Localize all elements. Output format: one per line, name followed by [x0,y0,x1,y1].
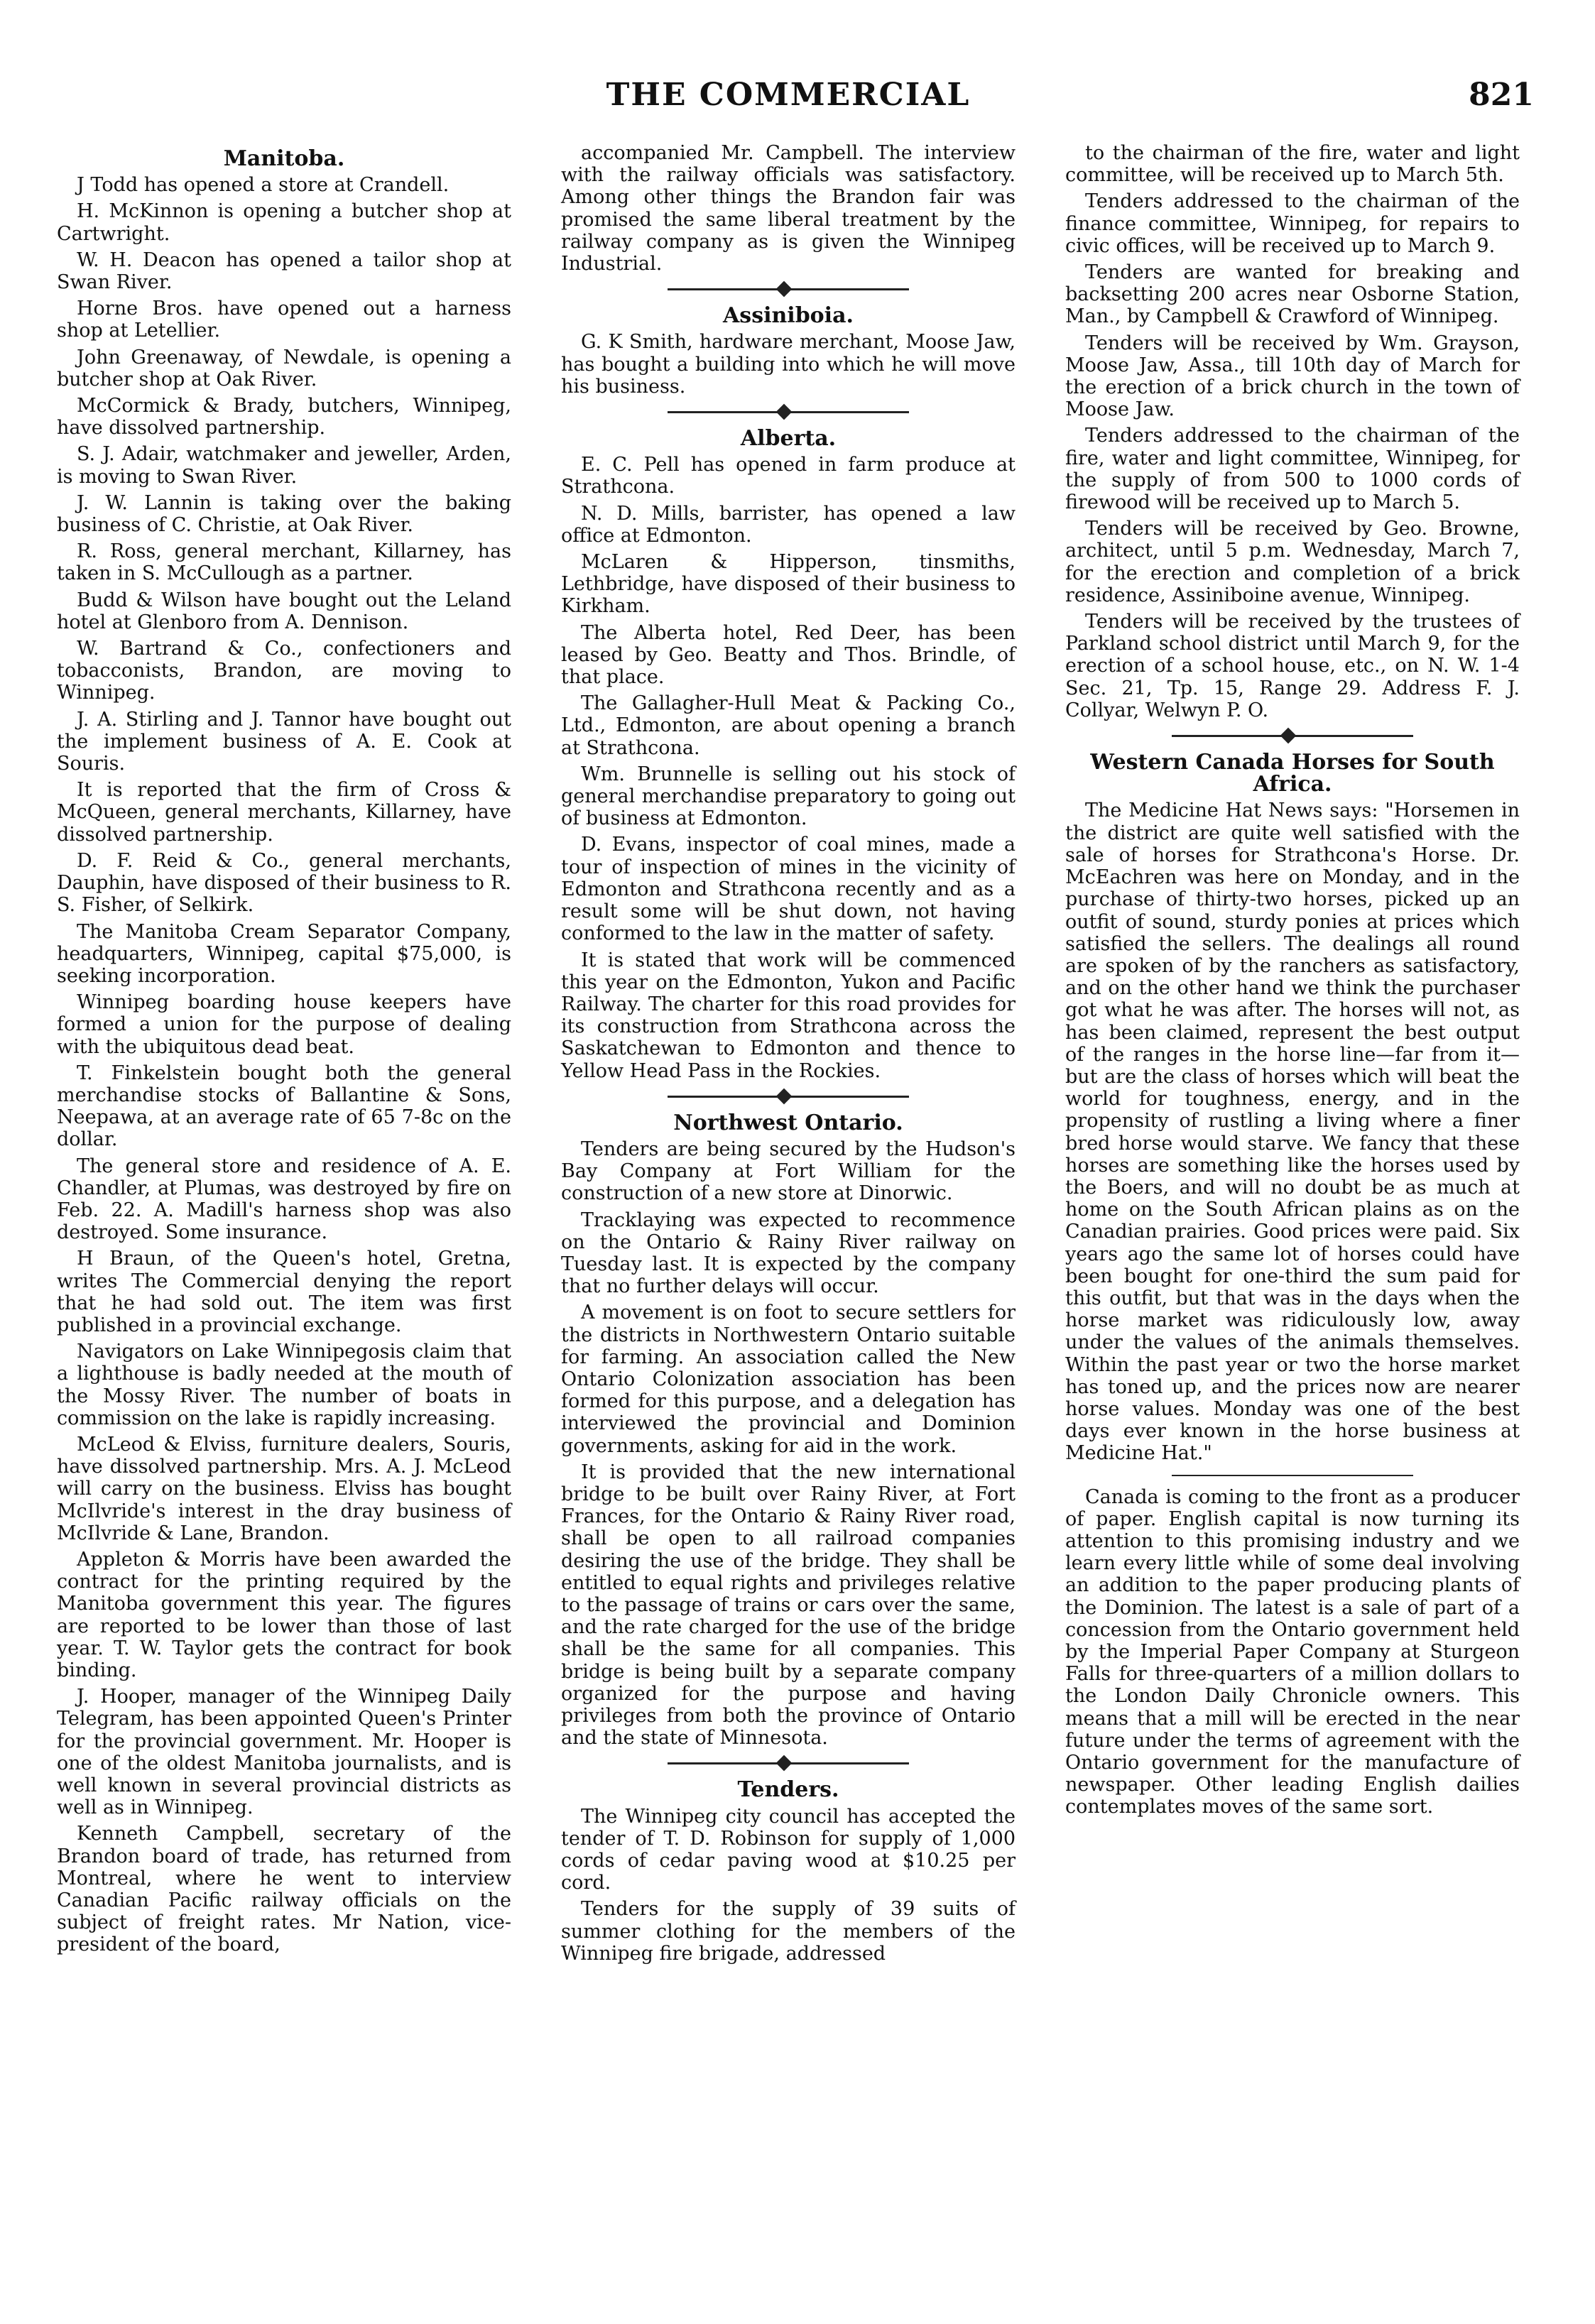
page-number: 821 [1469,77,1534,113]
news-item: Winnipeg boarding house keepers have formed a union for the purpose of dealing with the ubiquitous dead beat. [57,991,511,1058]
news-item: Tenders addressed to the chairman of the finance committee, Winnipeg, for repairs to civic offices, will be received up to March 9. [1065,190,1520,257]
news-item: D. F. Reid & Co., general merchants, Dauphin, have disposed of their business to R. S. Fisher, of Selkirk. [57,849,511,917]
news-item: Tenders addressed to the chairman of the fire, water and light committee, Winnipeg, for the supply of from 500 to 1000 cords of firewood will be received up to March 5. [1065,425,1520,514]
section-separator [1065,726,1520,746]
news-item: The Alberta hotel, Red Deer, has been leased by Geo. Beatty and Thos. Brindle, of that place. [561,621,1016,689]
section-separator [561,402,1016,422]
section-separator [561,1086,1016,1106]
section-rule [1172,1475,1413,1476]
news-item: D. Evans, inspector of coal mines, made a tour of inspection of mines in the vicinity of Edmonton and Strathcona recently and as a result some will be shut down, not having conformed to the law in the matter of safety. [561,834,1016,945]
section-separator [561,1753,1016,1773]
news-item: The general store and residence of A. E. Chandler, at Plumas, was destroyed by fire on Feb. 22. A. Madill's harness shop was also destroyed. Some insurance. [57,1155,511,1244]
news-item: R. Ross, general merchant, Killarney, has taken in S. McCullough as a partner. [57,540,511,585]
news-item: Tenders will be received by Geo. Browne, architect, until 5 p.m. Wednesday, March 7, for the erection and completion of a brick residence, Assiniboine avenue, Winnipeg. [1065,518,1520,606]
news-item: A movement is on foot to secure settlers for the districts in Northwestern Ontario suitable for farming. An association called the New Ontario Colonization association has been formed for this purpose, and a delegation has interviewed the provincial and Dominion governments, asking for aid in the work. [561,1302,1016,1457]
section-separator [561,279,1016,299]
news-item: Wm. Brunnelle is selling out his stock of general merchandise preparatory to going out of business at Edmonton. [561,763,1016,830]
news-item: McLeod & Elviss, furniture dealers, Souris, have dissolved partnership. Mrs. A. J. McLeod will carry on the business. Elviss has bought McIlvride's interest in the dray business of McIlvride & Lane, Brandon. [57,1433,511,1544]
news-item: H. McKinnon is opening a butcher shop at Cartwright. [57,200,511,245]
news-item: J. A. Stirling and J. Tannor have bought out the implement business of A. E. Cook at Souris. [57,708,511,775]
news-item: N. D. Mills, barrister, has opened a law office at Edmonton. [561,502,1016,547]
news-item: W. H. Deacon has opened a tailor shop at Swan River. [57,249,511,294]
news-item: The Manitoba Cream Separator Company, headquarters, Winnipeg, capital $75,000, is seeking incorporation. [57,920,511,987]
news-item: Tenders will be received by the trustees of Parkland school district until March 9, for the erection of a school house, etc., on N. W. 1-4 Sec. 21, Tp. 15, Range 29. Address F. J. Collyar, Welwyn P. O. [1065,611,1520,721]
news-item: J. W. Lannin is taking over the baking business of C. Christie, at Oak River. [57,491,511,537]
section-heading: Manitoba. [223,146,345,171]
publication-title: THE COMMERCIAL [606,77,971,113]
news-item: H Braun, of the Queen's hotel, Gretna, writes The Commercial denying the report that he had sold out. The item was first published in a provincial exchange. [57,1248,511,1336]
news-item: John Greenaway, of Newdale, is opening a butcher shop at Oak River. [57,346,511,391]
news-item: McLaren & Hipperson, tinsmiths, Lethbridge, have disposed of their business to Kirkham. [561,551,1016,618]
news-item: Appleton & Morris have been awarded the contract for the printing required by the Manitoba government this year. The figures are reported to be lower than those of last year. T. W. Taylor gets the contract for book binding. [57,1548,511,1681]
news-item: E. C. Pell has opened in farm produce at Strathcona. [561,454,1016,498]
section-heading: Assiniboia. [723,303,854,329]
news-item: The Gallagher-Hull Meat & Packing Co., Ltd., Edmonton, are about opening a branch at Strathcona. [561,692,1016,759]
news-item: Tracklaying was expected to recommence on the Ontario & Rainy River railway on Tuesday last. It is expected by the company that no further delays will occur. [561,1209,1016,1298]
section-heading: Alberta. [740,426,837,452]
news-item: J Todd has opened a store at Crandell. [77,174,450,197]
news-item: The Winnipeg city council has accepted the tender of T. D. Robinson for supply of 1,000 cords of cedar paving wood at $10.25 per cord. [561,1805,1016,1894]
news-item: Tenders are wanted for breaking and backsetting 200 acres near Osborne Station, Man., by Campbell & Crawford of Winnipeg. [1065,261,1520,328]
news-item: It is provided that the new international bridge to be built over Rainy River, at Fort Frances, for the Ontario & Rainy River road, shall be open to all railroad companies desiring the use of the bridge. They shall be entitled to equal rights and privileges relative to the passage of trains or cars over the same, and the rate charged for the use of the bridge shall be the same for all companies. This bridge is being built by a separate company organized for the purpose and having privileges from both the province of Ontario and the state of Minnesota. [561,1461,1016,1750]
column-3 [1065,142,1520,1823]
news-item: McCormick & Brady, butchers, Winnipeg, have dissolved partnership. [57,395,511,440]
news-item: Budd & Wilson have bought out the Leland hotel at Glenboro from A. Dennison. [57,589,511,633]
news-item: Navigators on Lake Winnipegosis claim that a lighthouse is badly needed at the mouth of the Mossy River. The number of boats in commission on the lake is rapidly increasing. [57,1341,511,1429]
news-item: J. Hooper, manager of the Winnipeg Daily Telegram, has been appointed Queen's Printer for the provincial government. Mr. Hooper is one of the oldest Manitoba journalists, and is well known in several provincial districts as well as in Winnipeg. [57,1686,511,1819]
news-item: Kenneth Campbell, secretary of the Brandon board of trade, has returned from Montreal, where he went to interview Canadian Pacific railway officials on the subject of freight rates. Mr Nation, vice-president of the board, [57,1823,511,1956]
news-item: Horne Bros. have opened out a harness shop at Letellier. [57,298,511,342]
news-item: G. K Smith, hardware merchant, Moose Jaw, has bought a building into which he will move his business. [561,331,1016,398]
news-item: W. Bartrand & Co., confectioners and tobacconists, Brandon, are moving to Winnipeg. [57,638,511,704]
news-item: The Medicine Hat News says: "Horsemen in the district are quite well satisfied with the sale of horses for Strathcona's Horse. Dr. McEachren was here on Monday, and in the purchase of thirty-two horses, picked up an outfit of sound, sturdy ponies at prices which satisfied the sellers. The dealings all round are spoken of by the ranchers as satisfactory, and on the other hand we think the purchaser got what he was after. The horses will not, as has been claimed, represent the best output of the ranges in the horse line—far from it—but are the class of horses which will beat the world for toughness, energy, and in the propensity of rustling a living where a finer bred horse would starve. We fancy that these horses are something like the horses used by the Boers, and will no doubt be as much at home on the South African plains as on the Canadian prairies. Good prices were paid. Six years ago the same lot of horses could have been bought for one-third the sum paid for this outfit, but that was in the days when the horse market was ridiculously low, away under the values of the animals themselves. Within the past year or two the horse market has toned up, and the prices now are nearer horse values. Monday was one of the best days ever known in the horse business at Medicine Hat." [1065,800,1520,1465]
column-2 [561,142,1016,1969]
section-heading: Tenders. [737,1777,839,1803]
news-item: T. Finkelstein bought both the general merchandise stocks of Ballantine & Sons, Neepawa, at an average rate of 65 7-8c on the dollar. [57,1062,511,1151]
news-item: It is reported that the firm of Cross & McQueen, general merchants, Killarney, have dissolved partnership. [57,779,511,846]
section-heading: Northwest Ontario. [673,1110,903,1135]
news-item: accompanied Mr. Campbell. The interview with the railway officials was satisfactory. Among other things the Brandon fair was promised the same liberal treatment by the railway company as is given the Winnipeg Industrial. [561,142,1016,276]
news-item: Canada is coming to the front as a producer of paper. English capital is now turning its attention to this promising industry and we learn every little while of some deal involving an addition to the paper producing plants of the Dominion. The latest is a sale of part of a concession from the Ontario government held by the Imperial Paper Company at Sturgeon Falls for three-quarters of a million dollars to the London Daily Chronicle owners. This means that a mill will be erected in the near future under the terms of agreement with the Ontario government for the manufacture of newspaper. Other leading English dailies contemplates moves of the same sort. [1065,1485,1520,1818]
news-item: to the chairman of the fire, water and light committee, will be received up to March 5th. [1065,142,1520,187]
news-item: Tenders are being secured by the Hudson's Bay Company at Fort William for the construction of a new store at Dinorwic. [561,1138,1016,1205]
news-item: Tenders for the supply of 39 suits of summer clothing for the members of the Winnipeg fire brigade, addressed [561,1898,1016,1965]
masthead [43,77,1534,119]
news-item: It is stated that work will be commenced this year on the Edmonton, Yukon and Pacific Railway. The charter for this road provides for its construction from Strathcona across the Saskatchewan to Edmonton and thence to Yellow Head Pass in the Rockies. [561,949,1016,1082]
news-item: S. J. Adair, watchmaker and jeweller, Arden, is moving to Swan River. [57,443,511,488]
column-1 [57,142,511,1960]
news-item: Tenders will be received by Wm. Grayson, Moose Jaw, Assa., till 10th day of March for the erection of a brick church in the town of Moose Jaw. [1065,332,1520,421]
section-heading: Western Canada Horses for South Africa. [1090,750,1495,797]
